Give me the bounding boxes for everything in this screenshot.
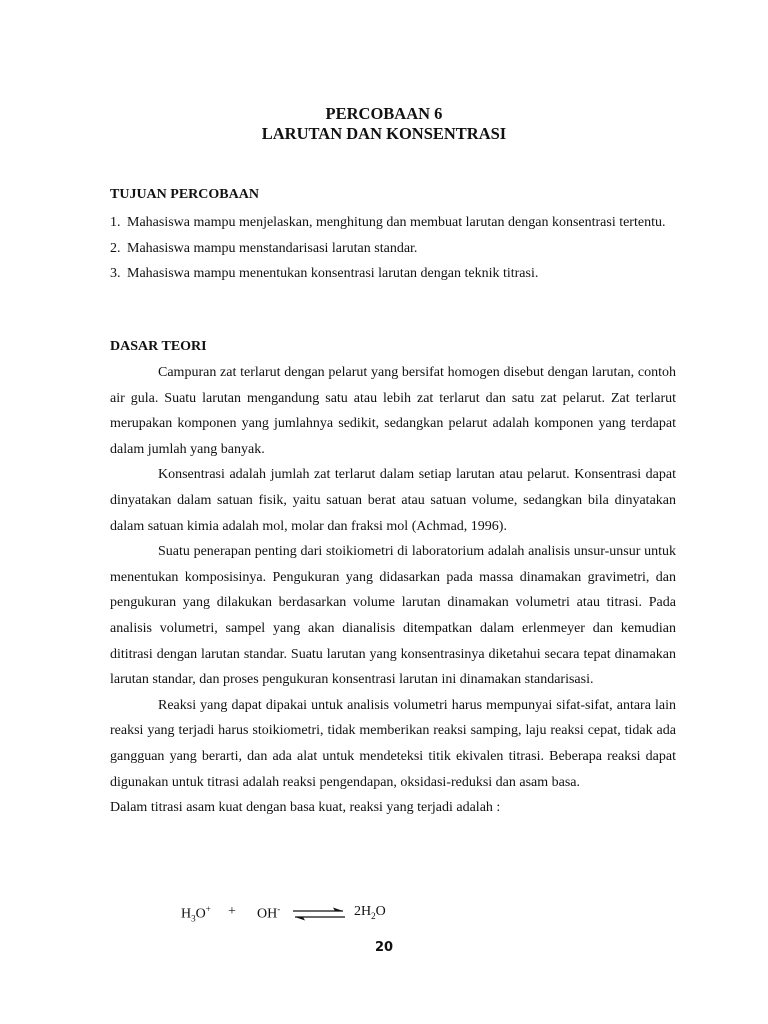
goal-item: [110, 210, 675, 236]
goal-text: Mahasiswa mampu menstandarisasi larutan standar.: [127, 240, 418, 256]
reactant1-charge: +: [205, 904, 211, 914]
page-number: 20: [374, 940, 394, 955]
equation-reactant-hydronium: [181, 904, 211, 923]
theory-paragraph: Suatu penerapan penting dari stoikiometri di laboratorium adalah analisis unsur-unsur untuk menentukan komposisinya. Pengukuran yang didasarkan pada massa dinamakan gravimetri, dan pengukuran yang dilakukan berdasarkan volume larutan dinamakan volumetri atau titrasi. Pada analisis volumetri, sampel yang akan dianalisis ditempatkan dalam erlenmeyer dan kemudian dititrasi dengan larutan standar. Suatu larutan yang konsentrasinya diketahui secara tepat dinamakan larutan standar, dan proses pengukuran konsentrasi larutan ini dinamakan standarisasi.: [110, 544, 676, 688]
theory-paragraph: Campuran zat terlarut dengan pelarut yang bersifat homogen disebut dengan larutan, contoh air gula. Suatu larutan mengandung satu atau lebih zat terlarut dan satu zat pelarut. Zat terlarut merupakan komponen yang jumlahnya sedikit, sedangkan pelarut adalah komponen yang terdapat dalam jumlah yang banyak.: [110, 365, 676, 457]
goal-number: 1.: [110, 215, 121, 230]
theory-body: [110, 360, 676, 821]
reactant2-base: OH: [257, 906, 278, 922]
equation-reactant-hydroxide: [257, 904, 280, 923]
reactant1-subscript: 3: [191, 913, 196, 924]
reactant1-element: O: [195, 906, 206, 922]
product-element: O: [375, 904, 386, 919]
theory-heading: DASAR TEORI: [110, 339, 207, 354]
goal-number: 2.: [110, 240, 121, 256]
theory-paragraph: Konsentrasi adalah jumlah zat terlarut dalam setiap larutan atau pelarut. Konsentrasi dapat dinyatakan dalam satuan fisik, yaitu satuan berat atau satuan volume, sedangkan bila dinyatakan dalam satuan kimia adalah mol, molar dan fraksi mol (Achmad, 1996).: [110, 467, 676, 534]
equation-product-water: [354, 904, 386, 921]
equilibrium-arrow-icon: [291, 907, 347, 921]
reactant2-charge: -: [277, 904, 281, 914]
goal-item: [110, 236, 675, 262]
product-base: H: [361, 904, 372, 919]
goals-heading: TUJUAN PERCOBAAN: [110, 187, 259, 202]
experiment-title: LARUTAN DAN KONSENTRASI: [261, 124, 507, 143]
product-coefficient: 2: [354, 904, 361, 919]
theory-closing-sentence: Dalam titrasi asam kuat dengan basa kuat, reaksi yang terjadi adalah :: [110, 800, 501, 816]
goal-text: Mahasiswa mampu menjelaskan, menghitung dan membuat larutan dengan konsentrasi tertentu.: [127, 215, 666, 230]
goal-item: [110, 261, 675, 287]
goal-text: Mahasiswa mampu menentukan konsentrasi larutan dengan teknik titrasi.: [127, 266, 539, 281]
product-subscript: 2: [371, 910, 376, 921]
goals-list: [110, 210, 675, 287]
goal-number: 3.: [110, 266, 121, 281]
equation-plus: +: [228, 904, 236, 919]
reactant1-base: H: [181, 906, 192, 922]
experiment-number-title: PERCOBAAN 6: [325, 104, 443, 123]
theory-paragraph: Reaksi yang dapat dipakai untuk analisis volumetri harus mempunyai sifat-sifat, antara lain reaksi yang terjadi harus stoikiometri, tidak memberikan reaksi samping, laju reaksi cepat, tidak ada gangguan yang berarti, dan ada alat untuk mendeteksi titik ekivalen titrasi. Beberapa reaksi dapat digunakan untuk titrasi adalah reaksi pengendapan, oksidasi-reduksi dan asam basa.: [110, 697, 676, 790]
